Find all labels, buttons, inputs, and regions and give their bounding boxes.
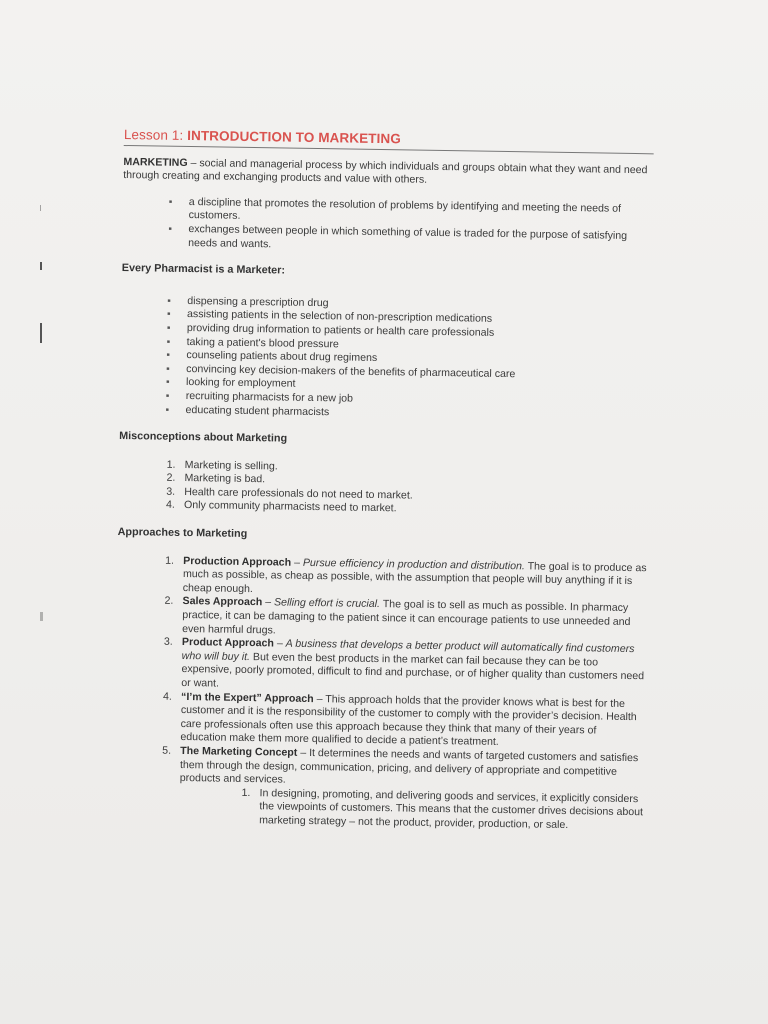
approach-name: Sales Approach xyxy=(182,595,263,609)
list-item: ▪ a discipline that promotes the resolution of problems by identifying and meeting the needs of customers. xyxy=(169,195,653,230)
approach-text: But even the best products in the market can fail because they can be too expensive, poorly promoted, difficult to find and purchase, or of higher quality than customers need or want. xyxy=(181,650,645,690)
lesson-title-prefix: Lesson 1: xyxy=(123,127,188,143)
list-item: ▪ counseling patients about drug regimens xyxy=(166,349,650,370)
approach-dash: – xyxy=(262,596,275,609)
approach-dash: – xyxy=(297,746,310,759)
approach-item xyxy=(162,690,645,752)
list-item: ▪ convincing key decision-makers of the benefits of pharmaceutical care xyxy=(166,362,650,383)
item-text: In designing, promoting, and delivering goods and services, it explicitly considers the viewpoints of customers. This means that the customer drives decisions about marketing strategy – not the product, provider, production, or sale. xyxy=(259,786,644,832)
misconceptions-heading: Misconceptions about Marketing xyxy=(119,430,288,445)
item-number: 2. xyxy=(164,595,174,608)
marketing-concept-sublist xyxy=(179,786,644,834)
approach-name: Production Approach xyxy=(183,554,292,569)
approach-text: It determines the needs and wants of targeted customers and satisfies them through the design, communication, pricing, and delivery of appropriate and competitive products and services. xyxy=(179,746,639,786)
approach-italic: Pursue efficiency in production and distribution. xyxy=(302,556,525,573)
item-number: 3. xyxy=(166,485,176,498)
item-number: 4. xyxy=(162,690,173,703)
item-text: Only community pharmacists need to market. xyxy=(183,499,397,515)
item-number: 5. xyxy=(162,744,172,757)
list-item xyxy=(241,787,644,834)
scan-edge-mark xyxy=(40,323,42,343)
item-number: 1. xyxy=(166,458,176,471)
approaches-heading: Approaches to Marketing xyxy=(117,526,248,541)
pharmacist-heading: Every Pharmacist is a Marketer: xyxy=(121,262,286,277)
item-number: 3. xyxy=(163,635,173,649)
item-text: Marketing is selling. xyxy=(184,458,278,473)
definition-points xyxy=(122,195,653,258)
definition-text: – social and managerial process by which individuals and groups obtain what they want and need through creating and exchanging products and value with others. xyxy=(123,156,648,186)
scan-edge-mark xyxy=(40,612,43,621)
approach-text: The goal is to produce as much as possible, as cheap as possible, with the assumption that people will buy anything if it is cheap enough. xyxy=(182,560,647,595)
pharmacist-list xyxy=(119,294,651,425)
list-item: ▪ providing drug information to patients or health care professionals xyxy=(167,322,651,343)
lesson-title xyxy=(124,128,654,154)
item-number: 2. xyxy=(166,471,176,485)
approach-italic: Selling effort is crucial. xyxy=(273,596,381,611)
document-content xyxy=(113,128,654,834)
scan-edge-mark xyxy=(40,262,42,270)
approach-dash: – xyxy=(313,692,326,705)
list-item: ▪ assisting patients in the selection of non-prescription medications xyxy=(167,308,651,329)
list-item: ▪ educating student pharmacists xyxy=(165,403,649,424)
approach-dash: – xyxy=(291,556,303,569)
item-text: Marketing is bad. xyxy=(184,472,266,486)
marketing-definition xyxy=(123,156,653,192)
approach-item xyxy=(161,745,644,834)
item-number: 4. xyxy=(165,499,176,512)
approach-name: The Marketing Concept xyxy=(180,744,298,759)
approach-name: “I’m the Expert” Approach xyxy=(180,690,314,705)
approach-text: The goal is to sell as much as possible. In pharmacy practice, it can be damaging to the patient since it can encourage patients to use unneeded and even harmful drugs. xyxy=(182,598,631,637)
approaches-list xyxy=(113,554,647,834)
definition-term: MARKETING xyxy=(123,155,188,169)
list-item: ▪ looking for employment xyxy=(166,376,650,397)
list-item: ▪ taking a patient's blood pressure xyxy=(167,335,651,356)
approach-item xyxy=(163,636,646,698)
approach-name: Product Approach xyxy=(181,636,275,650)
approach-dash: – xyxy=(273,637,286,650)
item-text: Health care professionals do not need to market. xyxy=(184,485,413,502)
scan-edge-mark xyxy=(40,205,41,211)
misconceptions-list xyxy=(118,458,649,521)
lesson-title-main: INTRODUCTION TO MARKETING xyxy=(187,127,402,147)
approach-text: This approach holds that the provider knows what is best for the customer and it is the responsibility of the customer to comply with the provider’s decision. Health care professionals often use this approach because they think that many of their years of education make them more qualified to decide a patient’s treatment. xyxy=(180,692,637,749)
approach-italic: A business that develops a better product will automatically find customers who will buy it. xyxy=(181,637,635,663)
item-number: 1. xyxy=(241,786,251,799)
item-number: 1. xyxy=(165,554,175,567)
list-item: ▪ dispensing a prescription drug xyxy=(167,294,651,315)
list-item: ▪ recruiting pharmacists for a new job xyxy=(166,390,650,411)
list-item: ▪ exchanges between people in which something of value is traded for the purpose of satisfying needs and wants. xyxy=(168,223,652,258)
